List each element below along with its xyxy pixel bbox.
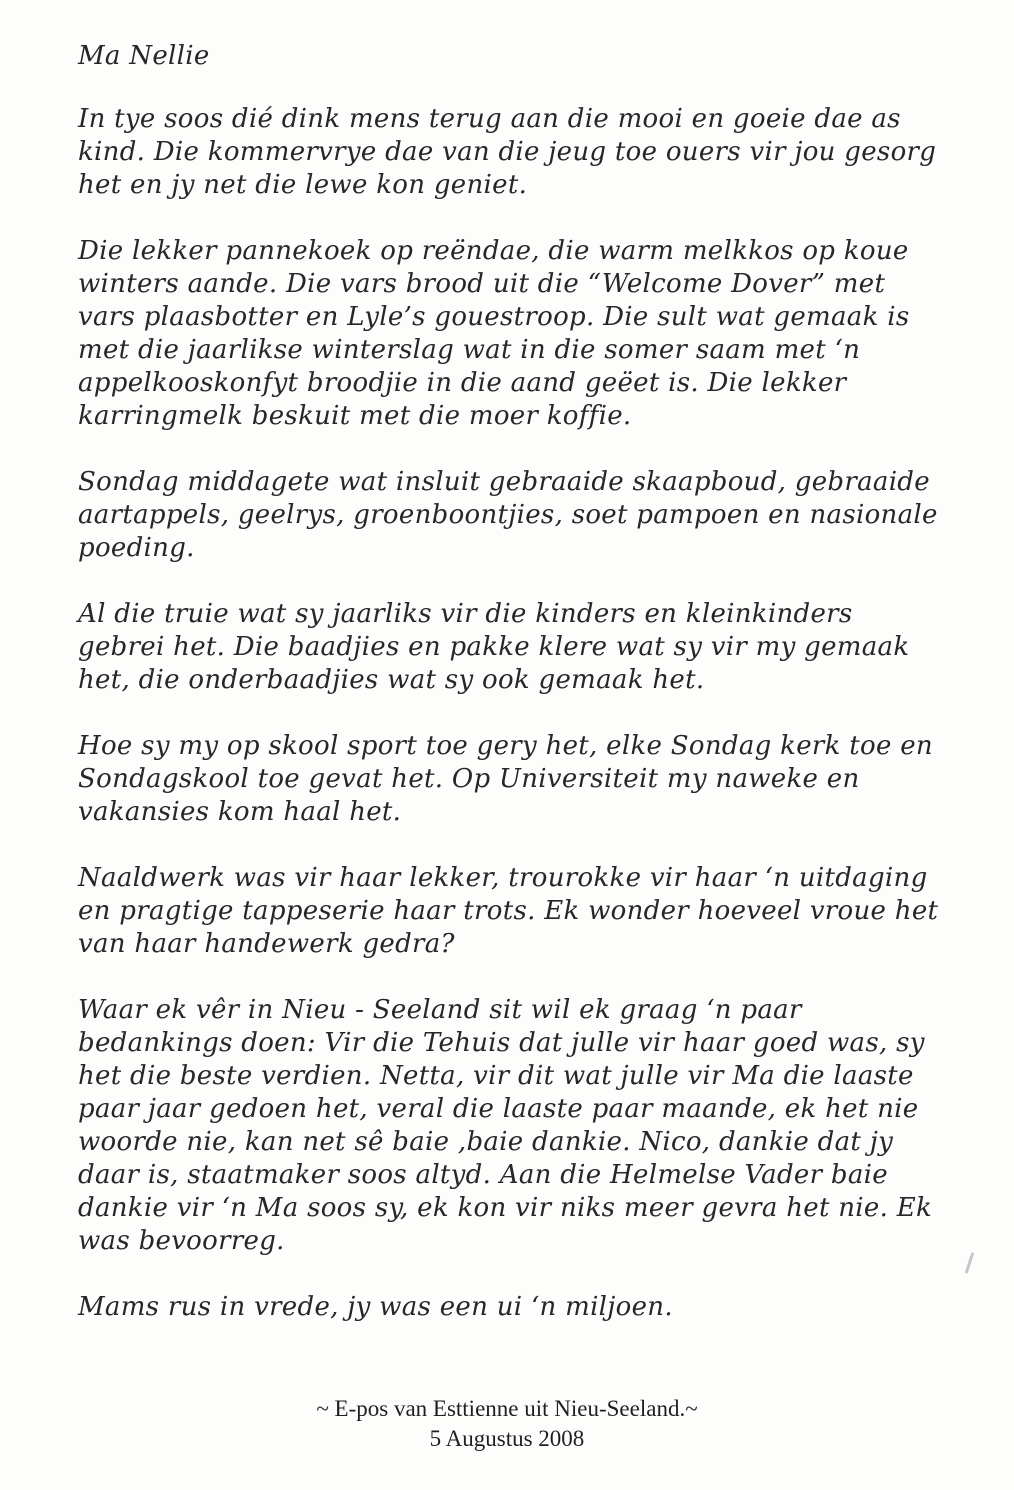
paragraph-school-church: Hoe sy my op skool sport toe gery het, elke Sondag kerk toe en Sondagskool toe gevat het. Op Universiteit my naweke en vakansies kom haal het. [78, 731, 933, 827]
paragraph-farewell: Mams rus in vrede, jy was een ui ‘n miljoen. [78, 1292, 673, 1322]
paragraph-thanks: Waar ek vêr in Nieu - Seeland sit wil ek graag ‘n paar bedankings doen: Vir die Tehuis dat julle vir haar goed was, sy het die beste verdien. Netta, vir dit wat julle vir Ma die laaste paar jaar gedoen het, veral die laaste paar maande, ek het nie woorde nie, kan net sê baie ,baie dankie. Nico, dankie dat jy daar is, staatmaker soos altyd. Aan die Helmelse Vader baie dankie vir ‘n Ma soos sy, ek kon vir niks meer gevra het nie. Ek was bevoorreg. [78, 995, 933, 1256]
date-line: 5 Augustus 2008 [429, 1426, 585, 1451]
salutation: Ma Nellie [78, 41, 210, 71]
paragraph-needlework: Naaldwerk was vir haar lekker, trourokke vir haar ‘n uitdaging en pragtige tappeserie haar trots. Ek wonder hoeveel vroue het van haar handewerk gedra? [78, 863, 939, 959]
paragraph-knitting: Al die truie wat sy jaarliks vir die kinders en kleinkinders gebrei het. Die baadjies en pakke klere wat sy vir my gemaak het, die onderbaadjies wat sy ook gemaak het. [78, 599, 910, 695]
attribution-line: ~ E-pos van Esttienne uit Nieu-Seeland.~ [316, 1396, 698, 1421]
paragraph-sunday-lunch: Sondag middagete wat insluit gebraaide skaapboud, gebraaide aartappels, geelrys, groenboontjies, soet pampoen en nasionale poeding. [78, 467, 938, 563]
footer [0, 1394, 1014, 1454]
paragraph-food-memories: Die lekker pannekoek op reëndae, die warm melkkos op koue winters aande. Die vars brood uit die “Welcome Dover” met vars plaasbotter en Lyle’s gouestroop. Die sult wat gemaak is met die jaarlikse winterslag wat in die somer saam met ‘n appelkooskonfyt broodjie in die aand geëet is. Die lekker karringmelk beskuit met die moer koffie. [78, 236, 910, 431]
paragraph-childhood: In tye soos dié dink mens terug aan die mooi en goeie dae as kind. Die kommervrye dae van die jeug toe ouers vir jou gesorg het en jy net die lewe kon geniet. [78, 104, 937, 200]
scan-artifact-mark [965, 1252, 975, 1274]
